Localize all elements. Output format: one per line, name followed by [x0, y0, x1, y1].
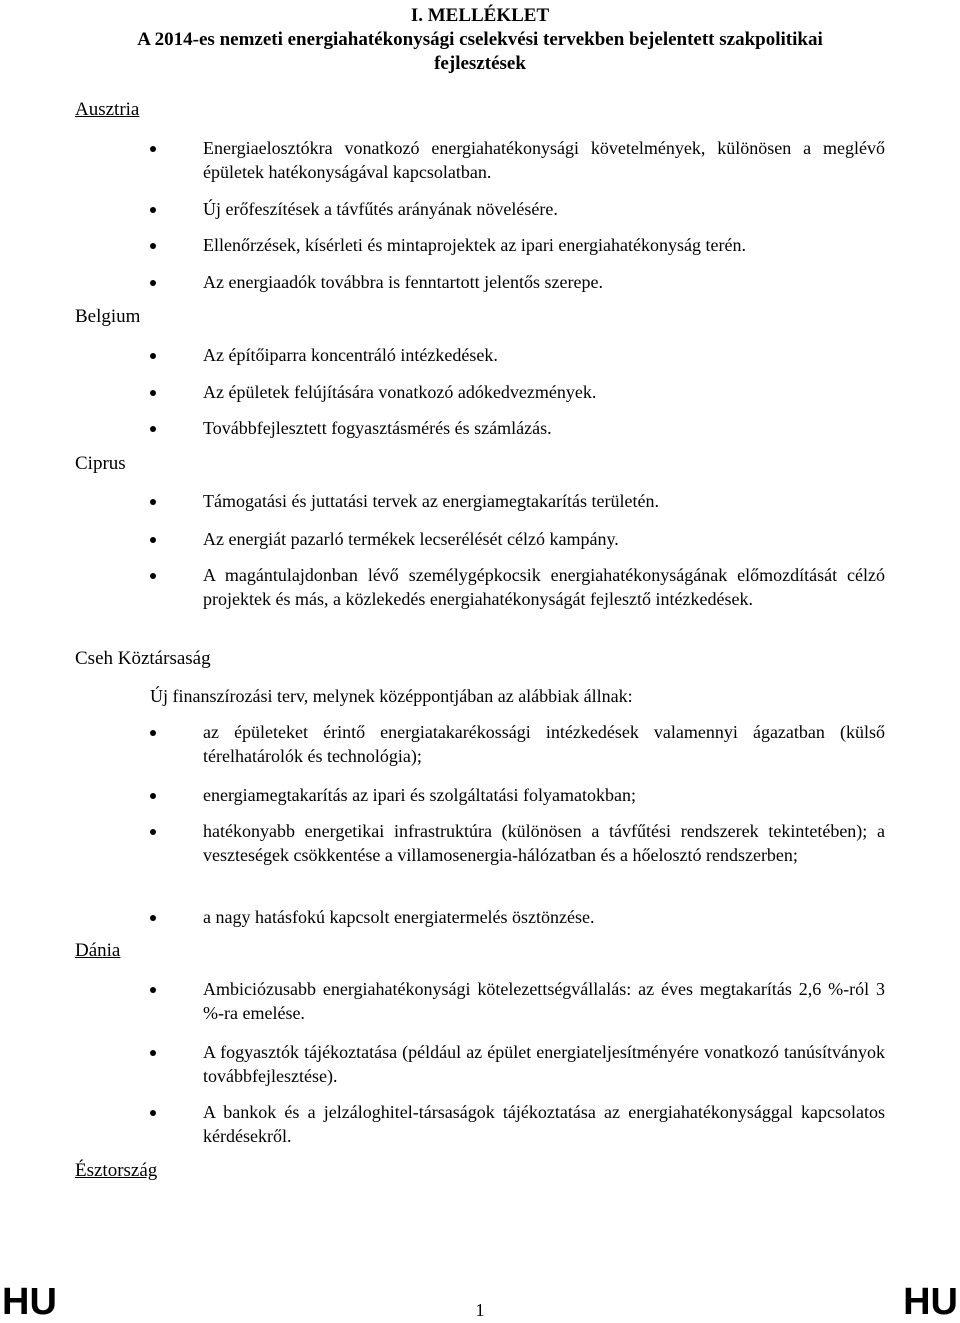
bullet-icon [150, 829, 156, 835]
footer-language-left: HU [2, 1281, 57, 1323]
list-item [150, 343, 885, 367]
list-item-text: energiamegtakarítás az ipari és szolgáltatási folyamatokban; [203, 785, 636, 805]
list-item [150, 197, 885, 221]
page-number: 1 [475, 1300, 485, 1320]
list-item-text: Új erőfeszítések a távfűtés arányának növelésére. [203, 199, 558, 219]
list-item-text: A fogyasztók tájékoztatása (például az épület energiateljesítményére vonatkozó tanúsítványok továbbfejlesztése). [203, 1042, 885, 1086]
document-title-line2: fejlesztések [434, 53, 526, 74]
bullet-icon [150, 353, 156, 359]
country-heading-cseh: Cseh Köztársaság [75, 648, 211, 669]
list-item-text: Ambiciózusabb energiahatékonysági kötelezettségvállalás: az éves megtakarítás 2,6 %-ról 3 %-ra emelése. [203, 979, 885, 1023]
bullet-icon [150, 243, 156, 249]
annex-label: I. MELLÉKLET [410, 5, 550, 26]
bullet-icon [150, 390, 156, 396]
cseh-intro: Új finanszírozási terv, melynek középpontjában az alábbiak állnak: [150, 686, 633, 706]
bullet-icon [150, 207, 156, 213]
bullet-icon [150, 573, 156, 579]
bullet-icon [150, 146, 156, 152]
list-item [150, 489, 885, 513]
list-item-text: Az energiát pazarló termékek lecserélését célzó kampány. [203, 529, 619, 549]
list-item [150, 563, 885, 611]
list-item-text: Ellenőrzések, kísérleti és mintaprojektek az ipari energiahatékonyság terén. [203, 235, 746, 255]
bullet-icon [150, 537, 156, 543]
bullet-icon [150, 793, 156, 799]
list-item-text: Az épületek felújítására vonatkozó adókedvezmények. [203, 382, 597, 402]
bullet-icon [150, 499, 156, 505]
list-item [150, 720, 885, 768]
list-item-text: Energiaelosztókra vonatkozó energiahatékonysági követelmények, különösen a meglévő épületek hatékonyságával kapcsolatban. [203, 138, 885, 182]
bullet-icon [150, 1110, 156, 1116]
list-item [150, 270, 885, 294]
bullet-icon [150, 426, 156, 432]
list-item [150, 527, 885, 551]
list-item-text: a nagy hatásfokú kapcsolt energiatermelés ösztönzése. [203, 907, 595, 927]
country-heading-ciprus: Ciprus [75, 453, 126, 474]
document-title-line1: A 2014-es nemzeti energiahatékonysági cselekvési tervekben bejelentett szakpolitikai [137, 29, 823, 50]
country-heading-belgium: Belgium [75, 306, 141, 327]
footer-language-right: HU [903, 1281, 958, 1323]
country-heading-dania: Dánia [75, 940, 121, 961]
list-item [150, 233, 885, 257]
list-item-text: A magántulajdonban lévő személygépkocsik energiahatékonyságának előmozdítását célzó projektek és más, a közlekedés energiahatékonyságát fejlesztő intézkedések. [203, 565, 885, 609]
list-item-text: az épületeket érintő energiatakarékossági intézkedések valamennyi ágazatban (külső térelhatárolók és technológia); [203, 722, 885, 766]
list-item [150, 1100, 885, 1148]
country-heading-esztorszag: Észtország [75, 1160, 158, 1181]
list-item-text: hatékonyabb energetikai infrastruktúra (különösen a távfűtési rendszerek tekintetében); a veszteségek csökkentése a villamosenergia-hálózatban és a hőelosztó rendszerben; [203, 821, 885, 865]
list-item-text: Az energiaadók továbbra is fenntartott jelentős szerepe. [203, 272, 604, 292]
bullet-icon [150, 730, 156, 736]
list-item [150, 1040, 885, 1088]
bullet-icon [150, 1050, 156, 1056]
list-item [150, 977, 885, 1025]
bullet-icon [150, 915, 156, 921]
list-item-text: Támogatási és juttatási tervek az energiamegtakarítás területén. [203, 491, 659, 511]
list-item-text: Továbbfejlesztett fogyasztásmérés és számlázás. [203, 418, 552, 438]
list-item [150, 783, 885, 807]
list-item [150, 380, 885, 404]
list-item [150, 819, 885, 867]
list-item [150, 905, 885, 929]
bullet-icon [150, 280, 156, 286]
country-heading-ausztria: Ausztria [75, 99, 140, 120]
list-item [150, 136, 885, 184]
list-item-text: A bankok és a jelzáloghitel-társaságok tájékoztatása az energiahatékonysággal kapcsolatos kérdésekről. [203, 1102, 885, 1146]
bullet-icon [150, 987, 156, 993]
list-item-text: Az építőiparra koncentráló intézkedések. [203, 345, 498, 365]
annex-heading [60, 4, 900, 76]
list-item [150, 416, 885, 440]
